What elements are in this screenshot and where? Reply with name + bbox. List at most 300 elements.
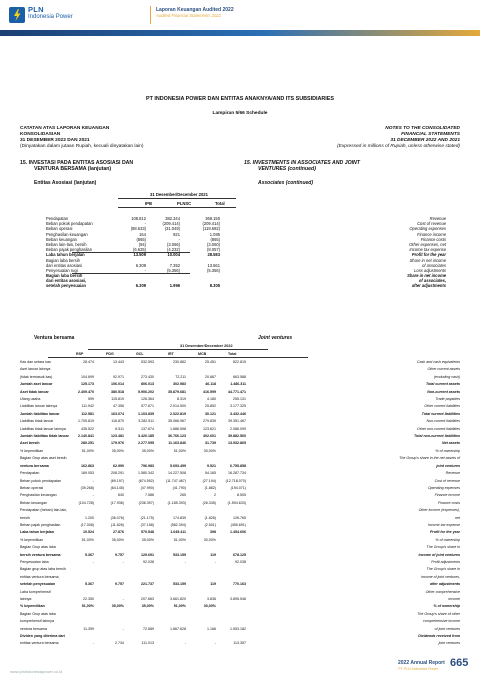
row-value: 4.180 [207, 397, 216, 402]
row-value: 280.251 [81, 441, 94, 446]
row-value: (11.626) [110, 522, 124, 527]
table-row [20, 486, 460, 493]
row-value: 47.356 [113, 404, 124, 409]
row-label-en: Revenue [429, 216, 446, 221]
right-title-3: 31 DECEMBER 2022 AND 2021 [390, 138, 460, 143]
row-label-en: Share in net income [409, 257, 446, 263]
associates-heading-left: Entitas Asosiasi (lanjutan) [34, 180, 97, 186]
row-value: 13.509 [133, 252, 146, 258]
table2-period: 31 Desember/December 2022 [180, 344, 233, 348]
row-value: 106.014 [111, 382, 124, 387]
row-label: % kepemilikan [20, 537, 44, 542]
row-value: 123.481 [111, 434, 124, 439]
row-value: - [184, 641, 186, 646]
row-label-en: income of joint ventures [418, 552, 460, 557]
row-label-en: The Group's share in [426, 545, 460, 550]
table-row [20, 582, 460, 589]
row-label: Bagian Grup atas aset bersih [20, 456, 67, 461]
row-label-en: net [455, 515, 460, 520]
row-value: 1.705.819 [78, 419, 94, 424]
row-label-en: Other comprehensive [425, 589, 460, 594]
row-label-en: (excluding cash) [433, 374, 460, 379]
row-label: Pendapatan [20, 471, 40, 476]
row-value: 9.521 [207, 463, 216, 468]
row-value: 1.045.411 [170, 530, 186, 535]
row-label-en: Other current liabilities [424, 404, 460, 409]
row-value: 2.277.095 [138, 441, 154, 446]
table-row [20, 530, 460, 537]
row-value: 11.163.846 [168, 441, 186, 446]
row-label-en: Share in net income [407, 273, 446, 279]
row-value: 599 [88, 397, 94, 402]
row-label: Beban pokok pendapatan [46, 221, 93, 227]
table-row [20, 545, 460, 552]
row-value: 25.852 [205, 404, 216, 409]
row-value: 398 [210, 530, 216, 535]
row-value: 72.689 [143, 626, 154, 631]
row-label: lainnya [20, 597, 32, 601]
row-value: 10.004 [167, 252, 180, 258]
row-label: Bagian laba bersih [46, 257, 80, 263]
row-value: (2.501) [204, 522, 216, 527]
table1-col-plnsc: PLNSC [177, 201, 192, 206]
row-value: - [92, 493, 94, 498]
pln-logo-icon [8, 6, 26, 24]
footer-report-subtitle: PT PLN Indonesia Power [398, 667, 439, 671]
row-value: 31.739 [205, 441, 216, 446]
table-row [20, 427, 460, 434]
row-value: 1.867.628 [170, 626, 186, 631]
row-value: - [144, 221, 146, 227]
row-value: 2.086.099 [230, 426, 246, 431]
row-value: 35,00% [141, 604, 154, 609]
row-value: 822.815 [233, 360, 246, 364]
row-label: Beban pajak penghasilan [20, 522, 61, 527]
row-label: Bagian Grup atas laba [20, 545, 56, 550]
row-label-en: Other non-current liabilities [417, 426, 460, 431]
row-value: 20.667 [205, 374, 216, 379]
row-value: - [144, 267, 146, 273]
row-value: 163.074 [111, 411, 124, 416]
table-row [20, 501, 460, 508]
row-label-en: of associates [422, 262, 446, 268]
row-value: 35,00% [111, 537, 124, 542]
table-row [20, 479, 460, 486]
row-label: Penyesuaian laba [20, 559, 49, 564]
row-value: 663.588 [233, 374, 246, 379]
row-label-en: comprehensive income [423, 619, 460, 624]
row-value: 2.022.819 [170, 411, 186, 416]
row-value: 30.121 [205, 411, 216, 416]
row-value: 13.443 [113, 360, 124, 364]
row-value: (865) [136, 236, 146, 242]
row-label: Beban operasi [46, 226, 73, 232]
table-row [20, 390, 460, 397]
brand-name: PLN [28, 5, 44, 14]
row-label: bersih [20, 515, 30, 520]
row-value: 2 [214, 493, 216, 498]
table-row [20, 412, 460, 419]
right-title-2: FINANCIAL STATEMENTS [401, 132, 460, 137]
row-label-en: joint ventures [436, 463, 460, 468]
row-value: 532.593 [141, 360, 154, 364]
row-label-en: Non-current liabilities [426, 419, 460, 424]
row-value: 273.430 [141, 374, 154, 379]
row-value: 35,00% [111, 448, 124, 453]
row-value: 3.661.820 [170, 597, 186, 601]
row-value: 51,00% [81, 604, 94, 609]
row-label: Kas dan setara kas [20, 360, 51, 364]
row-value: 174.839 [173, 515, 186, 520]
row-value: 8.319 [177, 397, 186, 402]
row-value: 28.583 [207, 252, 220, 258]
table2-col-header: IRT [168, 352, 174, 356]
row-value: 30,00% [203, 604, 216, 609]
row-label-en: Other income (expenses), [418, 508, 460, 513]
row-value: 977.671 [141, 404, 154, 409]
row-value: - [92, 559, 94, 564]
row-label: entitas ventura bersama, [20, 574, 60, 579]
row-value: 770.163 [233, 582, 246, 587]
row-value: 207.663 [141, 597, 154, 601]
row-value: 3.282.511 [138, 419, 154, 424]
row-value: 129.691 [141, 552, 154, 557]
table1-period-rule [118, 198, 236, 199]
row-value: 92.038 [235, 559, 246, 564]
report-subtitle: Audited Financial Statements 2022 [156, 13, 221, 18]
row-value: 302.983 [173, 382, 186, 387]
row-label-en: income [448, 597, 460, 601]
row-label-en: income of joint ventures, [421, 574, 460, 579]
row-label: Liabilitas tidak lancar lainnya [20, 426, 66, 431]
row-value: 112.581 [81, 411, 94, 416]
row-value: 92.038 [143, 559, 154, 564]
row-label: Laba komprehensif [20, 589, 51, 594]
row-value: 3.895.546 [230, 597, 246, 601]
table-row [20, 471, 460, 478]
table-row [20, 382, 460, 389]
table-row [20, 375, 460, 382]
row-value: (39.268) [80, 485, 94, 490]
row-value: 13.661 [207, 262, 220, 268]
row-value: 92.971 [113, 374, 124, 379]
row-value: 1.454.606 [230, 530, 246, 535]
row-value: 72.211 [175, 374, 186, 379]
row-value: (455.691) [230, 522, 246, 527]
row-value: 1.166 [207, 626, 216, 631]
row-label-en: of associates, [418, 278, 446, 284]
row-label: ventura bersama [20, 626, 47, 631]
row-value: 5.367 [85, 582, 94, 587]
row-value: (6.625) [133, 247, 146, 253]
row-label-en: Other expenses, net [409, 241, 446, 247]
table-row [20, 567, 460, 574]
table2-header-rule [48, 357, 308, 358]
row-label-en: The Group's share in [426, 567, 460, 572]
header-band [0, 30, 480, 36]
row-value: 1.996 [169, 283, 180, 289]
table1-col-total: Total [215, 201, 225, 206]
row-value: 6.309 [135, 283, 146, 289]
row-value: 255.131 [233, 397, 246, 402]
row-label: dari entitas asosiasi [46, 262, 82, 268]
row-label: Beban lain-lain, bersih [46, 241, 87, 247]
table-row [20, 434, 460, 441]
row-value: 533.159 [173, 582, 186, 587]
jv-heading-left: Ventura bersama [34, 335, 75, 341]
row-label-en: Net assets [442, 441, 460, 446]
row-value: 1.486.311 [230, 382, 246, 387]
table-row [20, 397, 460, 404]
row-value: 14.227.508 [168, 471, 186, 476]
row-value: (209.414) [162, 221, 180, 227]
table-row [20, 627, 460, 634]
row-label: dari entitas asosiasi, [46, 278, 87, 284]
row-label: Aset tidak lancar [20, 389, 49, 394]
row-label: Dividen yang diterima dari [20, 634, 65, 639]
row-value: 7.352 [169, 262, 180, 268]
row-label: Aset bersih [20, 441, 40, 446]
table-row [20, 634, 460, 641]
row-label: Liabilitas tidak lancar [20, 419, 54, 424]
row-value: 1.953.182 [230, 626, 246, 631]
row-value: 1.580.342 [138, 471, 154, 476]
row-value: 35,00% [141, 537, 154, 542]
row-label: Pendapatan [46, 216, 69, 221]
row-value: 123.621 [203, 426, 216, 431]
schedule-label: Lampiran 5/66 Schedule [212, 111, 268, 116]
table-row [20, 538, 460, 545]
row-value: 3.836 [207, 597, 216, 601]
row-value: (41.790) [172, 485, 186, 490]
row-value: 104.699 [81, 374, 94, 379]
row-label: Beban keuangan [20, 500, 48, 505]
row-value: (36.076) [110, 515, 124, 520]
row-value: 116.870 [111, 419, 124, 424]
row-value: 111.942 [81, 404, 94, 409]
row-value: (88.633) [130, 226, 146, 232]
left-title-3: 31 DESEMBER 2022 DAN 2021 [20, 138, 90, 143]
row-value: 5.693.499 [170, 463, 186, 468]
row-label: Beban pajak penghasilan [46, 247, 92, 253]
row-label: (tidak termasuk kas) [20, 374, 53, 379]
row-label-en: Revenue [445, 471, 460, 476]
table1-period: 31 Desember/December 2021 [150, 192, 208, 197]
row-value: - [122, 626, 124, 631]
left-title-1: CATATAN ATAS LAPORAN KEUANGAN [20, 126, 110, 131]
row-value: (64.145) [110, 485, 124, 490]
row-value: (17.008) [80, 522, 94, 527]
row-label-en: Income tax expense [427, 522, 460, 527]
row-value: 10.524 [83, 530, 94, 535]
row-label: % kepemilikan [20, 604, 45, 609]
row-value: 369.150 [205, 216, 220, 221]
row-label-en: Other current assets [427, 367, 460, 372]
row-value: - [122, 559, 124, 564]
footer-report-title: 2022 Annual Report [398, 660, 445, 666]
table-row [20, 419, 460, 426]
footer-website: www.plnindonesiapower.co.id [10, 669, 63, 674]
table-row [20, 360, 460, 367]
note-left-2: VENTURA BERSAMA (lanjutan) [34, 166, 112, 172]
row-value: (104.728) [78, 500, 94, 505]
row-label-en: Profit for the year [411, 252, 446, 258]
row-value: 22.350 [83, 597, 94, 601]
row-value: 113.357 [233, 641, 246, 646]
row-value: 35,00% [111, 604, 124, 609]
table-row [20, 464, 460, 471]
subtotal-rule [72, 252, 190, 253]
row-value: 51,00% [173, 537, 186, 542]
row-value: 39.882.560 [228, 434, 246, 439]
row-value: 51,00% [81, 448, 94, 453]
row-label: Jumlah aset lancar [20, 382, 53, 387]
row-value: (3.060) [207, 241, 220, 247]
row-value: 35,00% [141, 448, 154, 453]
row-label-en: Cash and cash equivalents [416, 360, 460, 364]
table2-col-header: MCB [198, 352, 207, 356]
row-value: 39.351.467 [228, 419, 246, 424]
row-label-en: Total non-current liabilities [414, 434, 460, 439]
row-value: 208.291 [111, 471, 124, 476]
row-value: 402.601 [203, 434, 216, 439]
row-value: 3.420.185 [138, 434, 154, 439]
table-row [20, 553, 460, 560]
row-value: (1.185.393) [167, 500, 186, 505]
row-value: 119 [210, 582, 216, 587]
row-value: 1.200 [85, 515, 94, 520]
row-value: 921 [173, 231, 180, 237]
table-row [20, 597, 460, 604]
row-value: - [178, 236, 180, 242]
row-value: (1.882) [204, 485, 216, 490]
row-value: 1.103.835 [138, 411, 154, 416]
row-label-en: % of ownership [435, 448, 460, 453]
row-value: 279.839 [203, 419, 216, 424]
row-label-en: after adjustments [430, 582, 460, 587]
table-row [20, 575, 460, 582]
row-value: 380.518 [111, 389, 124, 394]
table-row [20, 404, 460, 411]
row-value: (26.345) [202, 500, 216, 505]
row-label-en: Loss adjustments [414, 267, 446, 273]
table-row [20, 560, 460, 567]
row-value: - [214, 559, 216, 564]
row-value: 640 [118, 493, 124, 498]
header-divider [150, 6, 151, 24]
row-label-en: Non-current assets [427, 389, 460, 394]
row-value: (47.990) [140, 485, 154, 490]
row-value: 5.906.202 [138, 389, 154, 394]
row-value: 678.125 [233, 552, 246, 557]
table2-col-header: PDG [106, 352, 114, 356]
row-value: 416.599 [203, 389, 216, 394]
row-value: 2.014.500 [170, 404, 186, 409]
row-label-en: Trade payables [435, 397, 460, 402]
row-value: 169.053 [81, 471, 94, 476]
table1-header-rule [118, 207, 236, 208]
row-label: Penghasilan keuangan [20, 493, 57, 498]
right-title-1: NOTES TO THE CONSOLIDATED [385, 126, 460, 131]
row-label: setelah penyesuaian [20, 582, 56, 587]
row-value: 179.976 [111, 441, 124, 446]
row-value: - [184, 559, 186, 564]
row-label-en: Income tax expense [409, 247, 446, 253]
row-value: 35.879.681 [168, 389, 186, 394]
row-value: (12.718.070) [225, 478, 246, 483]
row-label: Penyesuaian rugi [46, 267, 78, 273]
table-row [20, 523, 460, 530]
row-label-en: Total current liabilities [421, 411, 460, 416]
table-row [20, 449, 460, 456]
row-value: (11.747.467) [165, 478, 186, 483]
row-value: 533.159 [173, 552, 186, 557]
page-number: 665 [450, 657, 469, 669]
row-label-en: Profit adjustments [431, 559, 460, 564]
row-value: 3.432.446 [230, 411, 246, 416]
row-value: 1.686.598 [170, 426, 186, 431]
row-value: 265 [180, 493, 186, 498]
row-value: 5.367 [85, 552, 94, 557]
row-value: (5.356) [207, 267, 220, 273]
row-value: 25.451 [205, 360, 216, 364]
row-label: Beban operasi [20, 485, 44, 490]
row-value: 28.474 [83, 360, 94, 364]
row-value: 126.364 [141, 397, 154, 402]
row-value: - [92, 478, 94, 483]
row-label-en: Total current assets [425, 382, 460, 387]
row-value: 2.734 [115, 641, 124, 646]
row-value: 46.118 [205, 382, 216, 387]
row-label-en: Operating expenses [409, 226, 446, 232]
row-value: (209.414) [202, 221, 220, 227]
row-value: 111.013 [141, 641, 154, 646]
row-label: Laba tahun berjalan [20, 530, 54, 535]
row-value: 806.013 [141, 382, 154, 387]
row-value: (69.197) [110, 478, 124, 483]
row-label-en: of joint ventures [434, 626, 460, 631]
row-label-en: Finance income [417, 231, 446, 237]
row-value: (94) [138, 241, 146, 247]
row-value: 9.757 [115, 552, 124, 557]
row-value: 230.882 [173, 360, 186, 364]
row-value: 3.177.325 [230, 404, 246, 409]
row-label: % kepemilikan [20, 448, 44, 453]
joint-ventures-table [20, 360, 460, 649]
row-value: (1.828) [204, 515, 216, 520]
note-right-2: VENTURES (continued) [258, 166, 316, 172]
row-value: - [122, 597, 124, 601]
row-value: 30,00% [203, 537, 216, 542]
table-row [20, 516, 460, 523]
row-value: 221.737 [141, 582, 154, 587]
row-value: (4.232) [167, 247, 180, 253]
table2-col-header: RSP [76, 352, 84, 356]
row-label: Jumlah liabilitas lancar [20, 411, 60, 416]
row-label: komprehensif lainnya [20, 619, 54, 624]
row-value: (582.394) [170, 522, 186, 527]
table-row [20, 493, 460, 500]
row-value: 162.863 [81, 463, 94, 468]
row-value: 44.771.471 [228, 389, 246, 394]
left-title-2: KONSOLIDASIAN [20, 132, 61, 137]
row-label-en: Finance costs [437, 500, 460, 505]
row-value: 11.399 [83, 626, 94, 631]
row-value: 115.819 [111, 397, 124, 402]
note-left-1: 15. INVESTASI PADA ENTITAS ASOSIASI DAN [20, 160, 134, 166]
row-label-en: The Group's share of other [417, 611, 460, 616]
row-label: Laba tahun berjalan [46, 252, 85, 258]
